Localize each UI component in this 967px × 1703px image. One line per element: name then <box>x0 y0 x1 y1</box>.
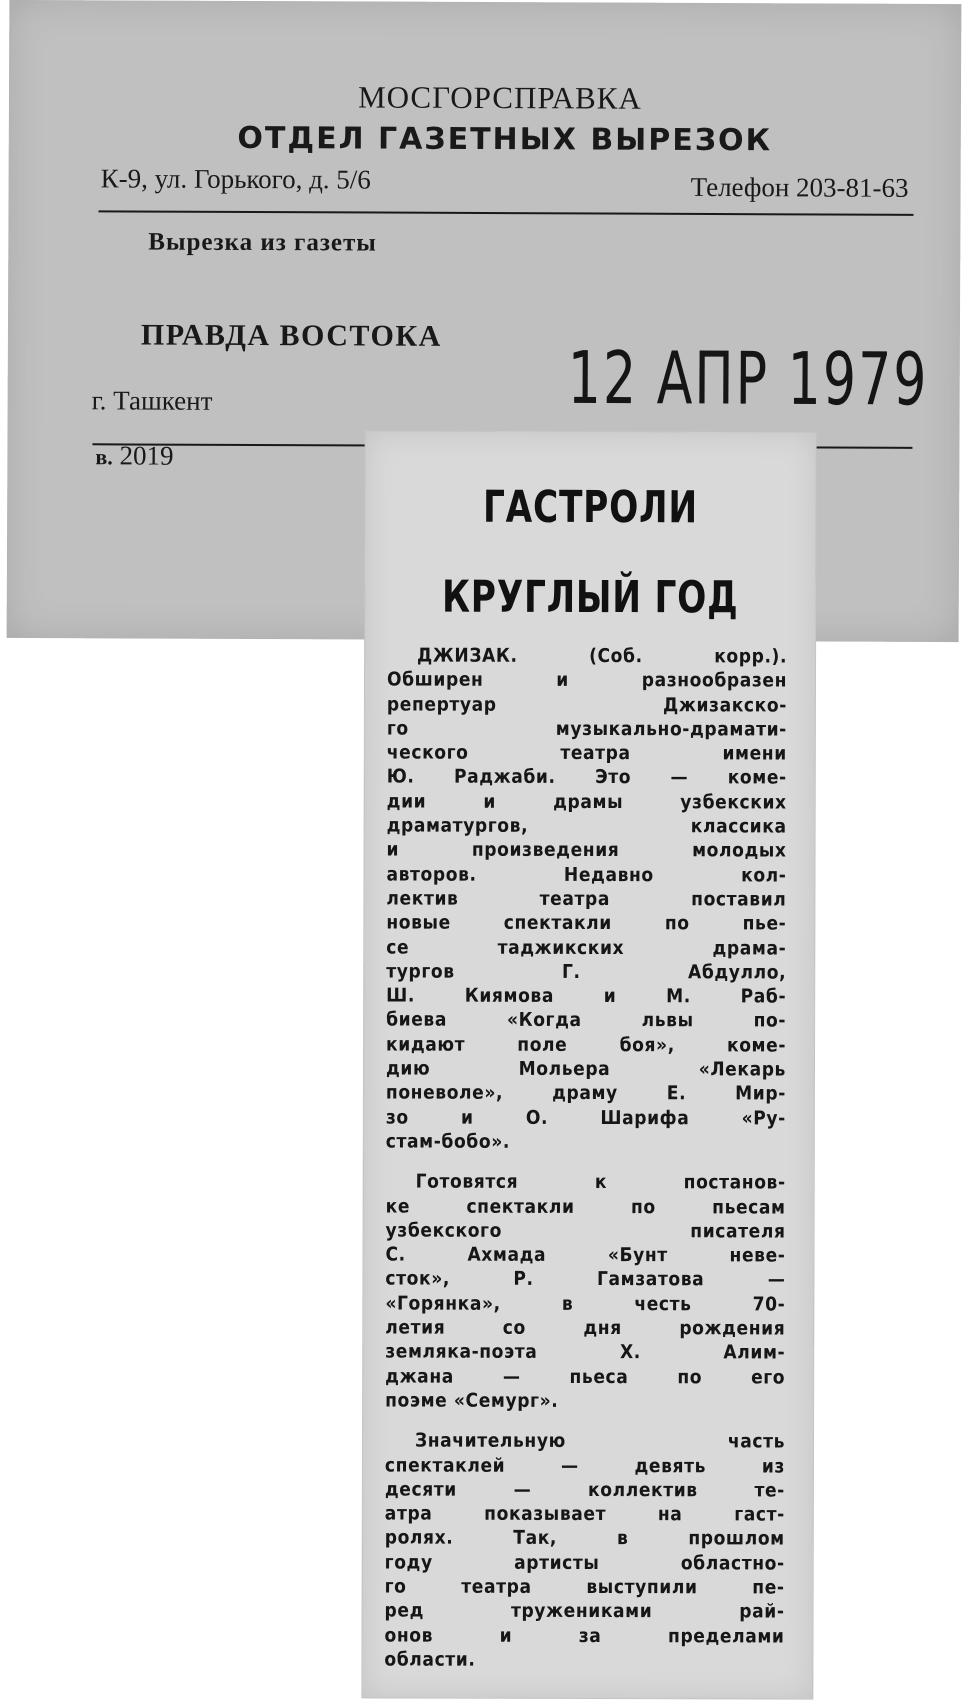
article-paragraph <box>385 1170 786 1414</box>
article-paragraph <box>384 1429 785 1673</box>
date-stamp: 12 АПР 1979 <box>567 335 929 422</box>
article-line: Ш. Киямова и М. Раб- <box>386 984 787 1008</box>
article-line: репертуар Джизакско- <box>386 693 787 717</box>
divider-top <box>98 210 913 216</box>
article-line: и произведения молодых <box>386 838 787 862</box>
article-line: онов и за пределами <box>384 1624 785 1648</box>
article-paragraph <box>386 643 787 1154</box>
article-line: кидают поле боя», коме- <box>386 1033 787 1057</box>
article-line: году артисты областно- <box>384 1551 785 1575</box>
article-line: го театра выступили пе- <box>384 1575 785 1599</box>
issue-value: 2019 <box>119 440 174 471</box>
article-line: лектив театра поставил <box>386 887 787 911</box>
article-line: се таджикских драма- <box>386 936 787 960</box>
article-line: Значительную часть <box>414 1429 786 1453</box>
headline-line-1: ГАСТРОЛИ <box>482 481 698 534</box>
headline-line-2: КРУГЛЫЙ ГОД <box>441 571 739 624</box>
article-line: Готовятся к постанов- <box>415 1170 786 1194</box>
department-name: ОТДЕЛ ГАЗЕТНЫХ ВЫРЕЗОК <box>237 120 773 159</box>
article-line: Обширен и разнообразен <box>386 668 788 692</box>
article-line: земляка-поэта Х. Алим- <box>385 1340 786 1364</box>
newspaper-clipping <box>362 431 815 1698</box>
city: г. Ташкент <box>91 385 213 416</box>
article-line: ДЖИЗАК. (Соб. корр.). <box>417 644 788 668</box>
article-line: С. Ахмада «Бунт неве- <box>385 1243 786 1267</box>
article-line: дии и драмы узбекских <box>386 790 787 814</box>
article-line: новые спектакли по пье- <box>386 911 787 935</box>
article-line: джана — пьеса по его <box>385 1365 786 1389</box>
article-line: авторов. Недавно кол- <box>386 863 787 887</box>
clip-source-label: Вырезка из газеты <box>148 228 377 257</box>
article-line: стам-бобо». <box>385 1130 510 1153</box>
newspaper-name: ПРАВДА ВОСТОКА <box>140 318 442 353</box>
issue-prefix: в. <box>95 444 113 470</box>
article-line: ролях. Так, в прошлом <box>384 1526 785 1550</box>
article-line: зо и О. Шарифа «Ру- <box>385 1106 786 1130</box>
article-line: спектаклей — девять из <box>384 1453 785 1478</box>
article-body <box>384 643 787 1688</box>
article-line: десяти — коллектив те- <box>384 1478 785 1502</box>
article-line: ческого театра имени <box>386 741 787 765</box>
organization-name: МОСГОРСПРАВКА <box>358 79 642 116</box>
article-line: дию Мольера «Лекарь <box>385 1057 787 1081</box>
issue-number <box>95 440 173 471</box>
address: К-9, ул. Горького, д. 5/6 <box>100 163 371 195</box>
article-line: тургов Г. Абдулло, <box>386 960 787 984</box>
article-line: драматургов, классика <box>386 814 787 838</box>
article-line: области. <box>384 1648 476 1671</box>
article-line: ке спектакли по пьесам <box>385 1194 786 1219</box>
article-line: биева «Когда львы по- <box>386 1008 787 1032</box>
article-line: узбекского писателя <box>385 1219 786 1243</box>
article-line: Ю. Раджаби. Это — коме- <box>386 765 787 790</box>
phone-number: Телефон 203-81-63 <box>690 171 909 203</box>
article-line: поэме «Семург». <box>385 1389 559 1412</box>
article-line: сток», Р. Гамзатова — <box>385 1267 786 1291</box>
article-line: «Горянка», в честь 70- <box>385 1292 786 1316</box>
article-line: го музыкально-драмати- <box>386 717 787 741</box>
article-line: поневоле», драму Е. Мир- <box>385 1081 786 1105</box>
article-line: ред тружениками рай- <box>384 1599 785 1623</box>
article-line: летия со дня рождения <box>385 1316 786 1340</box>
article-line: атра показывает на гаст- <box>384 1502 785 1526</box>
